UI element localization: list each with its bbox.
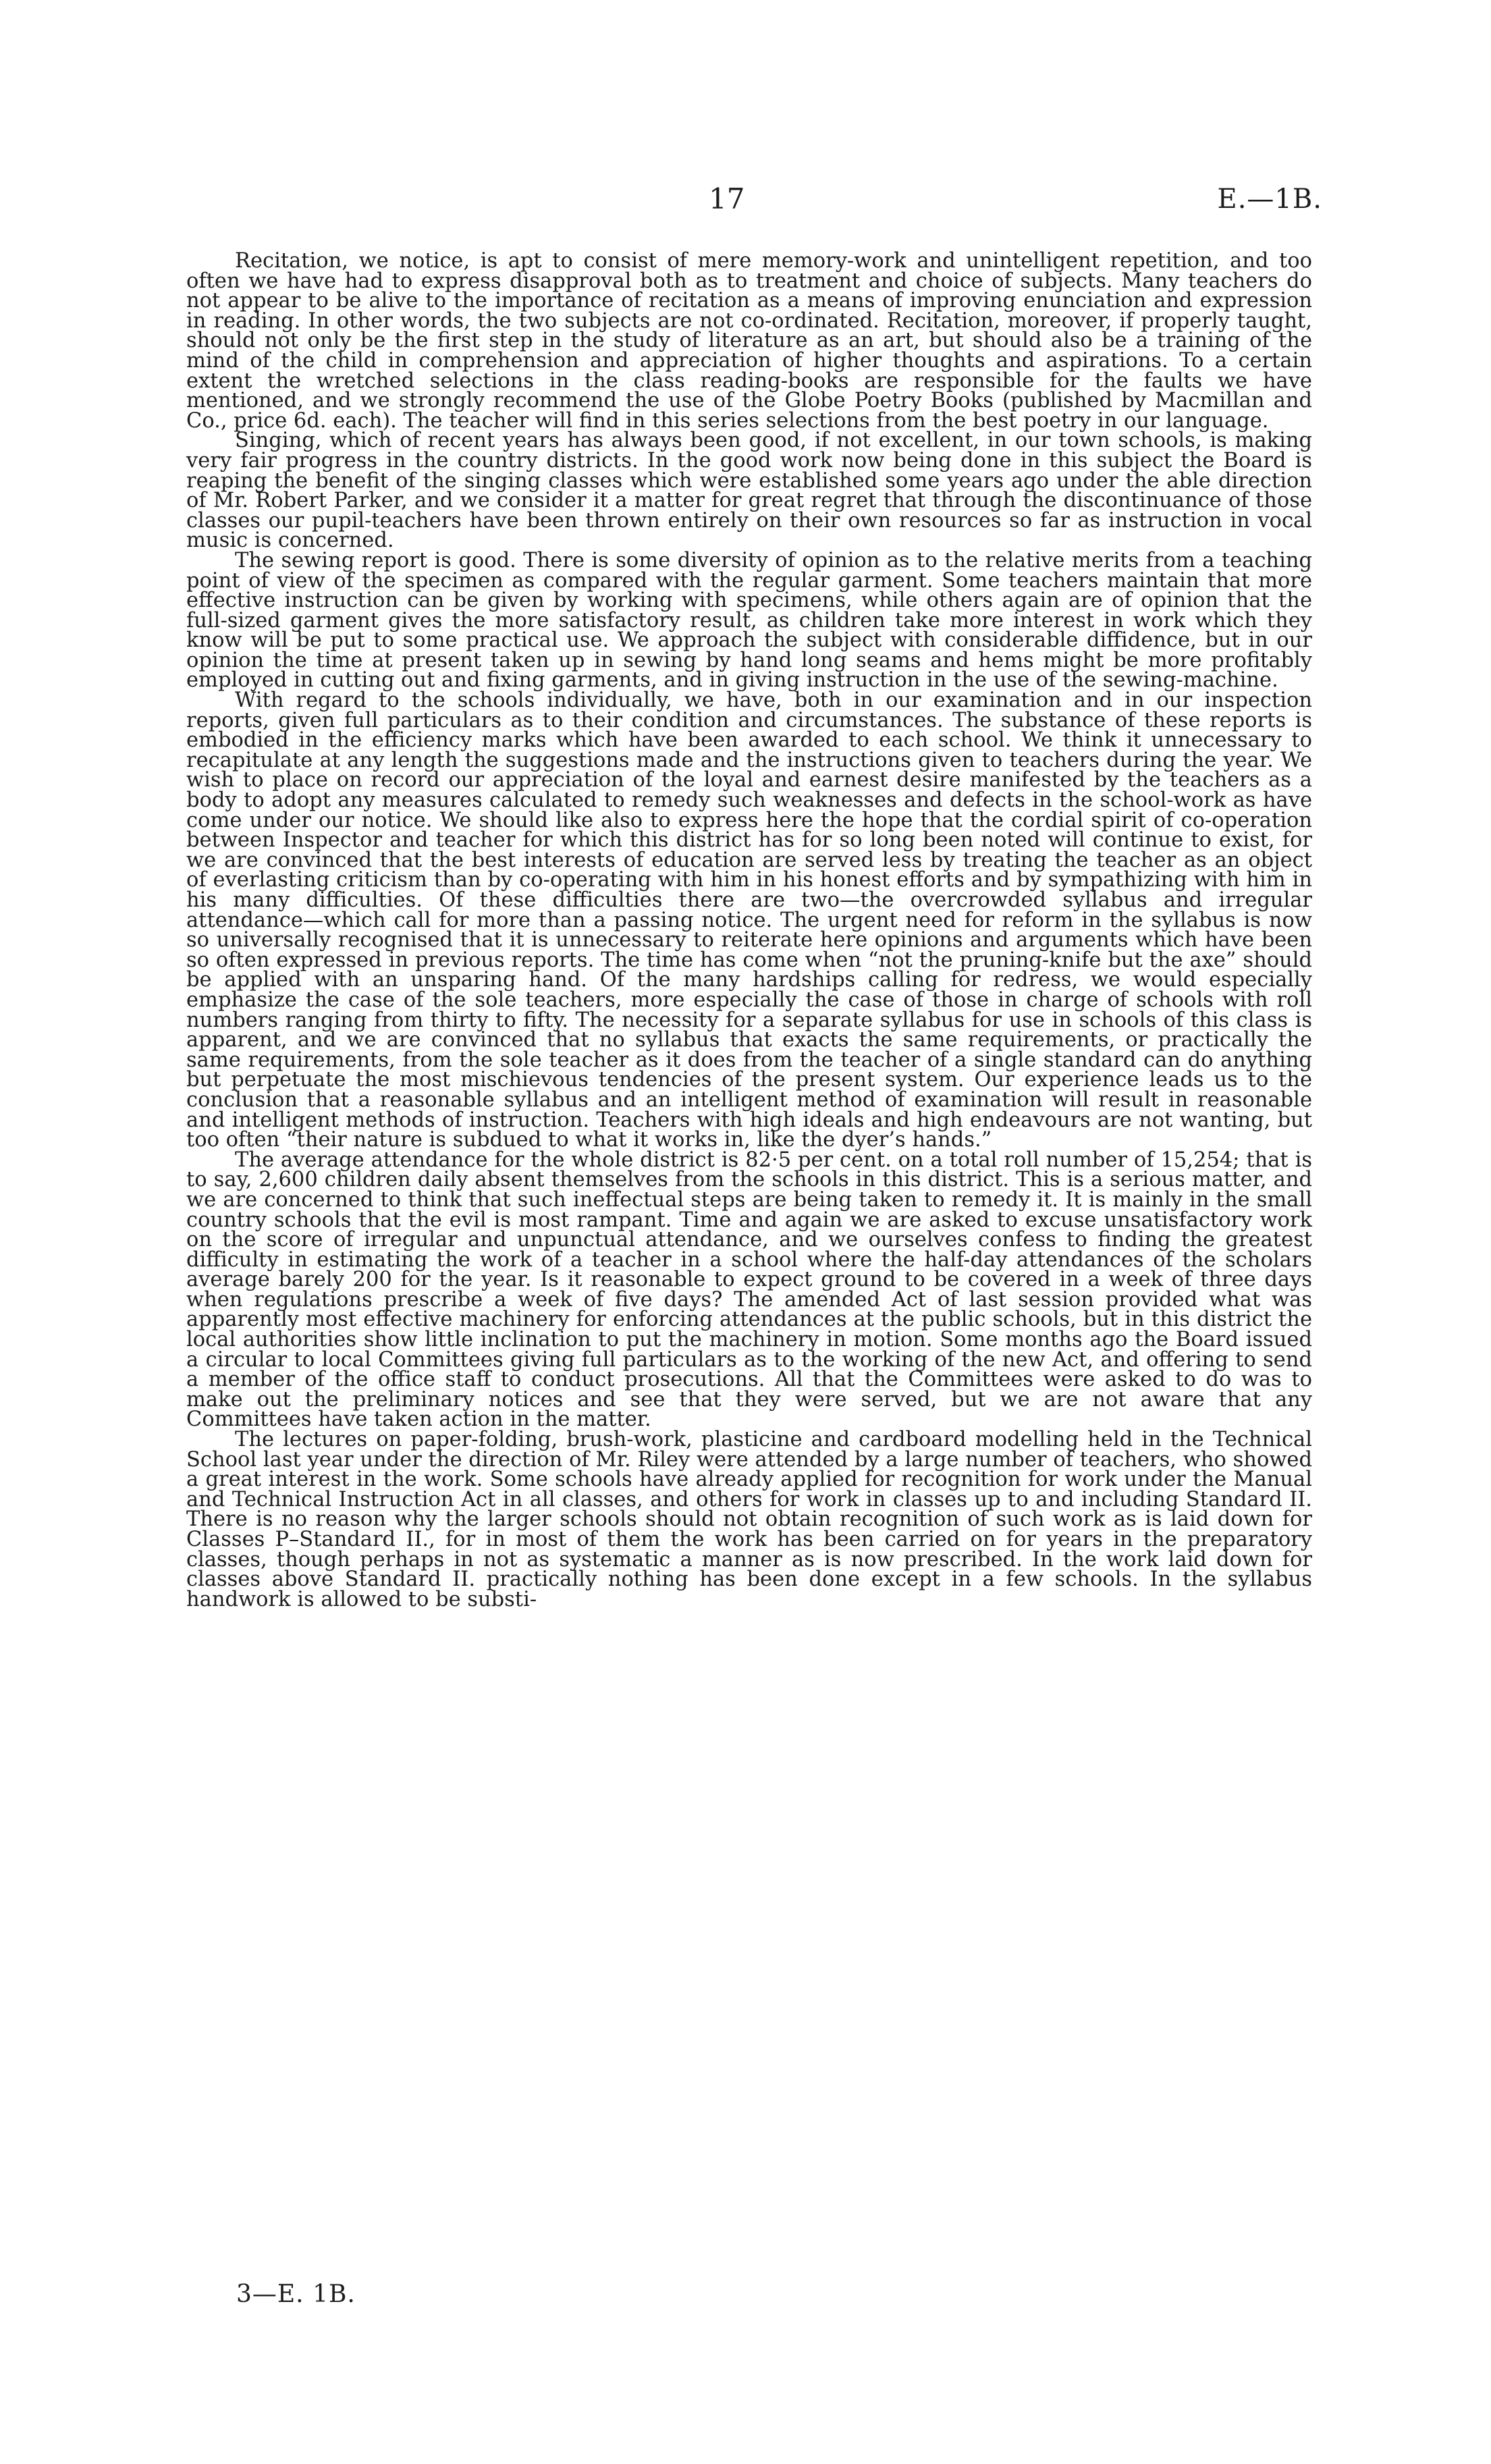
paragraph-attendance: The average attendance for the whole district is 82·5 per cent. on a total roll number of 15,254; that is to say, 2,600 children daily absent themselves from the schools in this district. This is a serious matter, and we are concerned to think that such ineffectual steps are being taken to remedy it. It is mainly in the small country schools that the evil is most rampant. Time and again we are asked to excuse unsatisfactory work on the score of irregular and unpunctual attendance, and we ourselves confess to finding the greatest difficulty in estimating the work of a teacher in a school where the half-day attendances of the scholars average barely 200 for the year. Is it reasonable to expect ground to be covered in a week of three days when regulations prescribe a week of five days? The amended Act of last session provided what was apparently most effective machinery for enforcing attendances at the public schools, but in this district the local authorities show little inclination to put the machinery in motion. Some months ago the Board issued a circular to local Committees giving full particulars as to the working of the new Act, and offering to send a member of the office staff to conduct prosecutions. All that the Committees were asked to do was to make out the preliminary notices and see that they were served, but we are not aware that any Committees have taken action in the matter. [186,1148,1312,1432]
body-text [186,251,1312,1609]
paragraph-recitation: Recitation, we notice, is apt to consist of mere memory-work and unintelligent repetition, and too often we have had to express disapproval both as to treatment and choice of subjects. Many teachers do not appear to be alive to the importance of recitation as a means of improving enunciation and expression in reading. In other words, the two subjects are not co-ordinated. Recitation, moreover, if properly taught, should not only be the first step in the study of literature as an art, but should also be a training of the mind of the child in comprehension and appreciation of higher thoughts and aspirations. To a certain extent the wretched selections in the class reading-books are responsible for the faults we have mentioned, and we strongly recommend the use of the Globe Poetry Books (published by Macmillan and Co., price 6d. each). The teacher will find in this series selections from the best poetry in our language. [186,249,1312,433]
paragraph-singing: Singing, which of recent years has always been good, if not excellent, in our town schools, is making very fair progress in the country districts. In the good work now being done in this subject the Board is reaping the benefit of the singing classes which were established some years ago under the able direction of Mr. Robert Parker, and we consider it a matter for great regret that through the discontinuance of those classes our pupil-teachers have been thrown entirely on their own resources so far as instruction in vocal music is concerned. [186,429,1312,553]
page-number: 17 [709,182,745,215]
paragraph-lectures: The lectures on paper-folding, brush-work, plasticine and cardboard modelling held in the Technical School last year under the direction of Mr. Riley were attended by a large number of teachers, who showed a great interest in the work. Some schools have already applied for recognition for work under the Manual and Technical Instruction Act in all classes, and others for work in classes up to and including Standard II. There is no reason why the larger schools should not obtain recognition of such work as is laid down for Classes P–Standard II., for in most of them the work has been carried on for years in the preparatory classes, though perhaps in not as systematic a manner as is now prescribed. In the work laid down for classes above Standard II. practically nothing has been done except in a few schools. In the syllabus handwork is allowed to be substi- [186,1428,1312,1611]
paragraph-sewing: The sewing report is good. There is some diversity of opinion as to the relative merits from a teaching point of view of the specimen as compared with the regular garment. Some teachers maintain that more effective instruction can be given by working with specimens, while others again are of opinion that the full-sized garment gives the more satisfactory result, as children take more interest in work which they know will be put to some practical use. We approach the subject with considerable diffidence, but in our opinion the time at present taken up in sewing by hand long seams and hems might be more profitably employed in cutting out and fixing garments, and in giving instruction in the use of the sewing-machine. [186,548,1312,693]
paragraph-schools: With regard to the schools individually, we have, both in our examination and in our inspection reports, given full particulars as to their condition and circumstances. The substance of these reports is embodied in the efficiency marks which have been awarded to each school. We think it unnecessary to recapitulate at any length the suggestions made and the instructions given to teachers during the year. We wish to place on record our appreciation of the loyal and earnest desire manifested by the teachers as a body to adopt any measures calculated to remedy such weaknesses and defects in the school-work as have come under our notice. We should like also to express here the hope that the cordial spirit of co-operation between Inspector and teacher for which this district has for so long been noted will continue to exist, for we are convinced that the best interests of education are served less by treating the teacher as an object of everlasting criticism than by co-operating with him in his honest efforts and by sympathizing with him in his many difficulties. Of these difficulties there are two—the overcrowded syllabus and irregular attendance—which call for more than a passing notice. The urgent need for reform in the syllabus is now so universally recognised that it is unnecessary to reiterate here opinions and arguments which have been so often expressed in previous reports. The time has come when “not the pruning-knife but the axe” should be applied with an unsparing hand. Of the many hardships calling for redress, we would especially emphasize the case of the sole teachers, more especially the case of those in charge of schools with roll numbers ranging from thirty to fifty. The necessity for a separate syllabus for use in schools of this class is apparent, and we are convinced that no syllabus that exacts the same requirements, or practically the same requirements, from the sole teacher as it does from the teacher of a single standard can do anything but perpetuate the most mischievous tendencies of the present system. Our experience leads us to the conclusion that a reasonable syllabus and an intelligent method of examination will result in reasonable and intelligent methods of instruction. Teachers with high ideals and high endeavours are not wanting, but too often “their nature is subdued to what it works in, like the dyer’s hands.” [186,689,1312,1152]
document-reference: E.—1B. [1217,184,1322,215]
signature-mark: 3—E. 1B. [236,2280,356,2308]
